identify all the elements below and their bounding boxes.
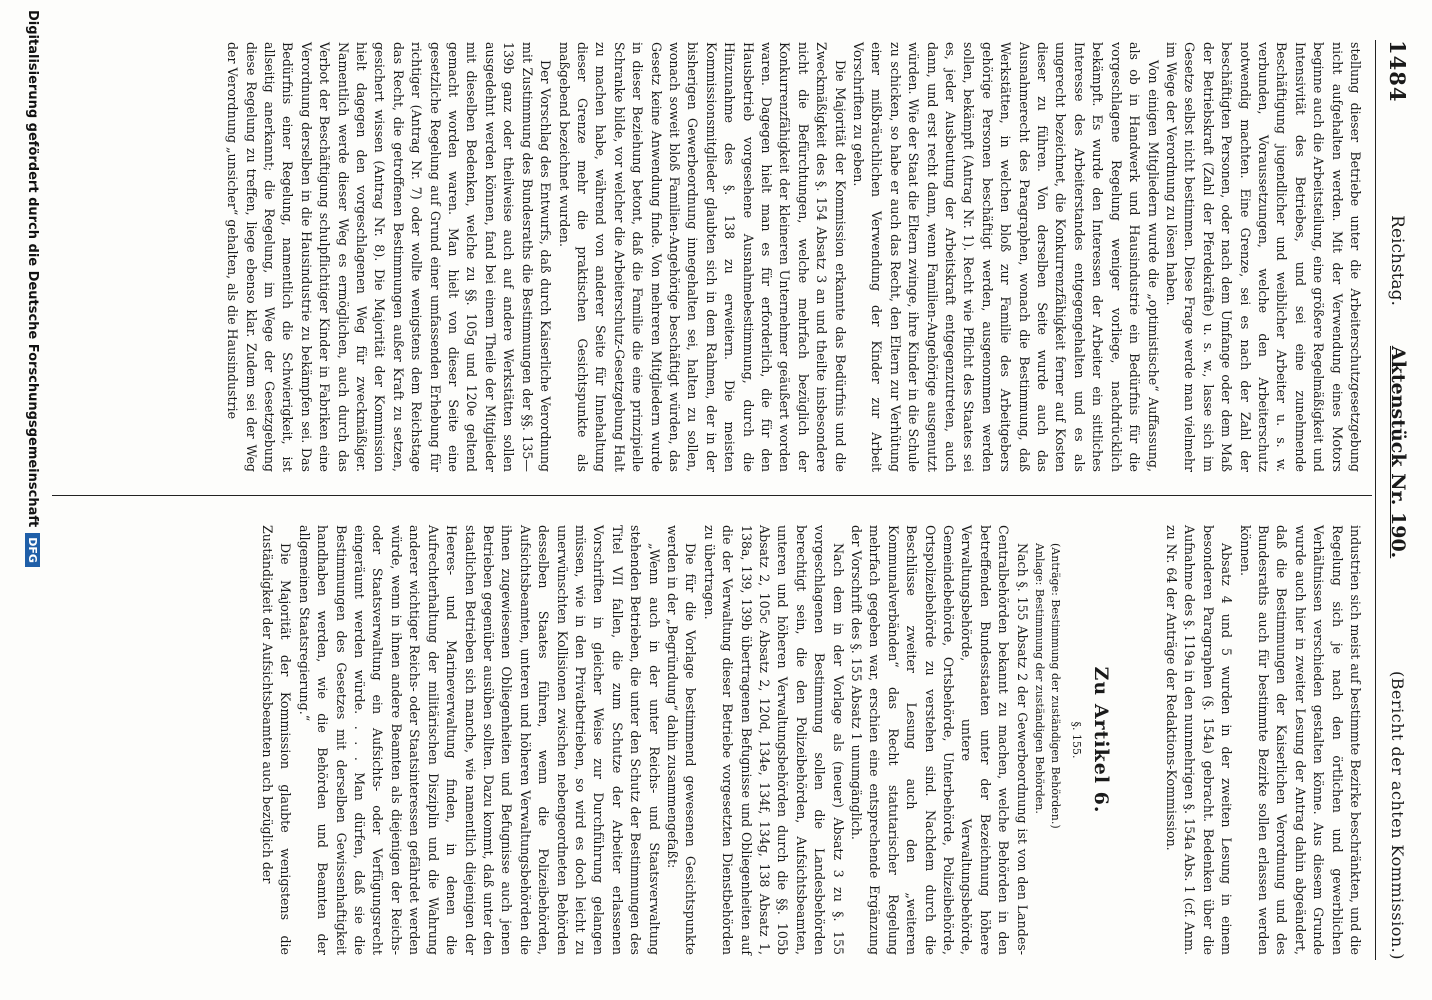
body-paragraph: Die Majorität der Kommission glaubte wenigstens die Zuständigkeit der Aufsichtsbeamten auch bezüglich der [260,525,294,955]
report-title: (Bericht der achten Kommission.) [1388,671,1408,960]
page-header [1378,40,1418,960]
source-note: (Anträge: Bestimmung der zuständigen Behörden.) [1048,543,1062,829]
digitization-footer [25,10,40,567]
publication-name: Reichstag. [1387,215,1407,306]
body-paragraph: Die für die Vorlage bestimmend gewesenen Gesichtspunkte werden in der „Begründung“ dahin zusammengefaßt: [665,525,699,955]
body-paragraph: Nach dem in der Vorlage als (neuer) Absatz 3 zu §. 155 vorgeschlagenen Bestimmung sollen die Landesbehörden berechtigt sein, die den Polizeibehörden, Aufsichtsbeamten, unteren und höheren Verwaltungsbehörden durch die §§. 105b Absatz 2, 105c Absatz 2, 120d, 134e, 134f, 134g, 138 Absatz 1, 138a, 139, 139b übertragenen Befugnisse und Obliegenheiten auf die der Verwaltung dieser Betriebe vorgesetzten Dienstbehörden zu übertragen. [701,525,846,955]
quoted-paragraph: „Wenn auch in der unter Reichs- und Staatsverwaltung stehenden Betrieben, die unter den Schutz der Bestimmungen des Titel VII fallen, die zum Schutze der Arbeiter erlassenen Vorschriften in gleicher Weise zur Durchführung gelangen müssen, wie in den Privatbetrieben, so wird es doch leicht zu unerwünschten Kollisionen zwischen nebengeordneten Behörden desselben Staates führen, wenn die Polizeibehörden, Aufsichtsbeamten, unteren und höheren Verwaltungsbehörden die ihnen zugewiesenen Obliegenheiten und Befugnisse auch jenen Betrieben gegenüber ausüben sollten. Dazu kommt, daß unter den staatlichen Betrieben sich manche, wie namentlich diejenigen der Heeres- und Marineverwaltung finden, in denen die Aufrechterhaltung der militärischen Disziplin und die Wahrung anderer wichtiger Reichs- oder Staatsinteressen gefährdet werden würde, wenn in ihnen andere Beamten als diejenigen der Reichs- oder Staatsverwaltung ein Aufsichts- oder Verfügungsrecht eingeräumt werden würde. . . . Man dürfen, daß sie die Bestimmungen des Gesetzes mit derselben Gewissenhaftigkeit handhaben werden, wie die Behörden und Beamten der allgemeinen Staatsregierung.“ [296,525,662,955]
annex-note: Anlage: Bestimmung der zuständigen Behörden. [1032,543,1046,814]
right-column [258,525,1364,955]
aktenstueck-number: Aktenstück Nr. 190. [1387,345,1409,559]
body-paragraph: industrien sich meist auf bestimmte Bezirke beschränkten, und die Regelung sich je nach den örtlichen und gewerblichen Verhältnissen verschieden gestalten könne. Aus diesem Grunde wurde auch hier in zweiter Lesung der Antrag dahin abgeändert, daß die Bestimmungen der Kaiserlichen Verordnung und des Bundesraths auch für bestimmte Bezirke sollen erlassen werden können. [1237,525,1363,955]
body-paragraph: Von einigen Mitgliedern wurde die „optimistische“ Auffassung, als ob in Handwerk und Hausindustrie ein Bedürfnis für die vorgeschlagene Regelung weniger vorliege, nachdrücklich bekämpft. Es wurde den Interessen der Arbeiter ein sittliches Interesse des Arbeiterstandes entgegengehalten und es als ungerecht bezeichnet, die Konkurrenzfähigkeit ferner auf Kosten dieser zu führen. Von derselben Seite wurde auch das Ausnahmerecht des Paragraphen, wonach die Bestimmung, daß Werkstätten, in welchen bloß zur Familie des Arbeitgebers gehörige Personen beschäftigt werden, ausgenommen werden sollen, bekämpft (Antrag Nr. 1). Recht wie Pflicht des Staates sei es, jeder Ausbeutung der Arbeitskraft entgegenzutreten, auch dann, und erst recht dann, wenn Familien-Angehörige ausgenutzt würden. Wie der Staat die Eltern zwinge, ihre Kinder in die Schule zu schicken, so habe er auch das Recht, den Eltern zur Verhütung einer mißbräuchlichen Verwendung der Kinder zur Arbeit Vorschriften zu geben. [851,42,1161,472]
body-paragraph: Der Vorschlag des Entwurfs, daß durch Kaiserliche Verordnung mit Zustimmung des Bundesraths die Bestimmungen der §§. 135—139b ganz oder theilweise auch auf andere Werkstätten sollen ausgedehnt werden können, fand bei einem Theile der Mitglieder mit dieselben Bedenken, welche zu §§. 105g und 120e geltend gemacht worden waren. Man hielt von dieser Seite eine gesetzliche Regelung auf Grund einer umfassenden Erhebung für richtiger (Antrag Nr. 7) oder wollte wenigstens dem Reichstage das Recht, die getroffenen Bestimmungen außer Kraft zu setzen, gesichert wissen (Antrag Nr. 8). Die Majorität der Kommission hielt dagegen den vorgeschlagenen Weg für zweckmäßiger. Namentlich werde dieser Weg es ermöglichen, auch durch das Verbot der Beschäftigung schulpflichtiger Kinder in Fabriken eine Verordnung derselben in die Hausindustrie zu bekämpfen sei. Das Bedürfnis einer Regelung, namentlich die Schwierigkeit, ist allseitig anerkannt; die Regelung, im Wege der Gesetzgebung diese Regelung zu treffen, liege ebenso klar. Zudem sei der Weg der Verordnung „unsicher“ gehalten, als die Hausindustrie [225,42,554,472]
dfg-logo: DFG [25,533,40,567]
column-divider [52,495,1372,496]
body-paragraph: Absatz 4 und 5 wurden in der zweiten Lesung in einem besonderen Paragraphen (§. 154a) gebracht. Bedenken über die Aufnahme des §. 119a in den nunmehrigen §. 154a Abs. 1 (cf. Anm. zu Nr. 64 der Anträge der Redaktions-Kommission. [1163,525,1235,955]
body-paragraph: Die Majorität der Kommission erkannte das Bedürfnis und die Zweckmäßigkeit des §. 154 Absatz 3 an und theilte insbesondere nicht die Befürchtungen, welche mehrfach bezüglich der Konkurrenzfähigkeit der kleineren Unternehmer geäußert worden waren. Dagegen hielt man es für erforderlich, die für den Hausbetrieb vorgesehene Ausnahmebestimmung, durch die Hinzunahme des §. 138 zu erweitern. Die meisten Kommissionsmitglieder glaubten sich in dem Rahmen, der in der bisherigen Gewerbeordnung innegehalten sei, halten zu sollen, wonach soweit bloß Familien-Angehörige beschäftigt würden, das Gesetz keine Anwendung finde. Von mehreren Mitgliedern wurde in dieser Beziehung betont, daß die Familie die eine prinzipielle Schranke bilde, vor welcher die Arbeiterschutz-Gesetzgebung Halt zu machen habe, während von anderer Seite für Innehaltung dieser Grenze mehr die praktischen Gesichtspunkte als maßgebend bezeichnet wurden. [556,42,848,472]
digitization-note: Digitalisierung gefördert durch die Deutsche Forschungsgemeinschaft [25,10,40,528]
left-column [223,42,1364,472]
header-rule [1375,40,1376,960]
header-center [1387,215,1409,558]
body-paragraph: stellung dieser Betriebe unter die Arbeiterschutzgesetzgebung nicht aufgehalten werden. Mit der Verwendung eines Motors beginne auch die Arbeitsteilung, eine größere Regelmäßigkeit und Intensivität des Betriebes, und sei eine zunehmende Beschäftigung jugendlicher und weiblicher Arbeiter u. s. w. verbunden, Voraussetzungen, welche den Arbeiterschutz notwendig machten. Eine Grenze, sei es nach der Zahl der beschäftigten Personen, oder nach dem Umfange oder dem Maß der Betriebskraft (Zahl der Pferdekräfte) u. s. w., lasse sich im Gesetze selbst nicht bestimmen. Diese Frage werde man vielmehr im Wege der Verordnung zu lösen haben. [1163,42,1363,472]
paragraph-number: §. 155. [1070,721,1084,759]
body-paragraph: Nach §. 155 Absatz 2 der Gewerbeordnung ist von den Landes-Centralbehörden bekannt zu machen, welche Behörden in den betreffenden Bundesstaaten unter der Bezeichnung höhere Verwaltungsbehörde, untere Verwaltungsbehörde, Gemeindebehörde, Ortsbehörde, Unterbehörde, Polizeibehörde, Ortspolizeibehörde zu verstehen sind. Nachdem durch die Beschlüsse zweiter Lesung auch den „weiteren Kommunalverbänden“ das Recht statutarischer Regelung mehrfach gegeben war, erschien eine entsprechende Ergänzung der Vorschrift des §. 155 Absatz 1 unumgänglich. [849,525,1030,955]
page-number: 1484 [1385,40,1411,103]
article-heading: Zu Artikel 6. [1089,666,1112,814]
